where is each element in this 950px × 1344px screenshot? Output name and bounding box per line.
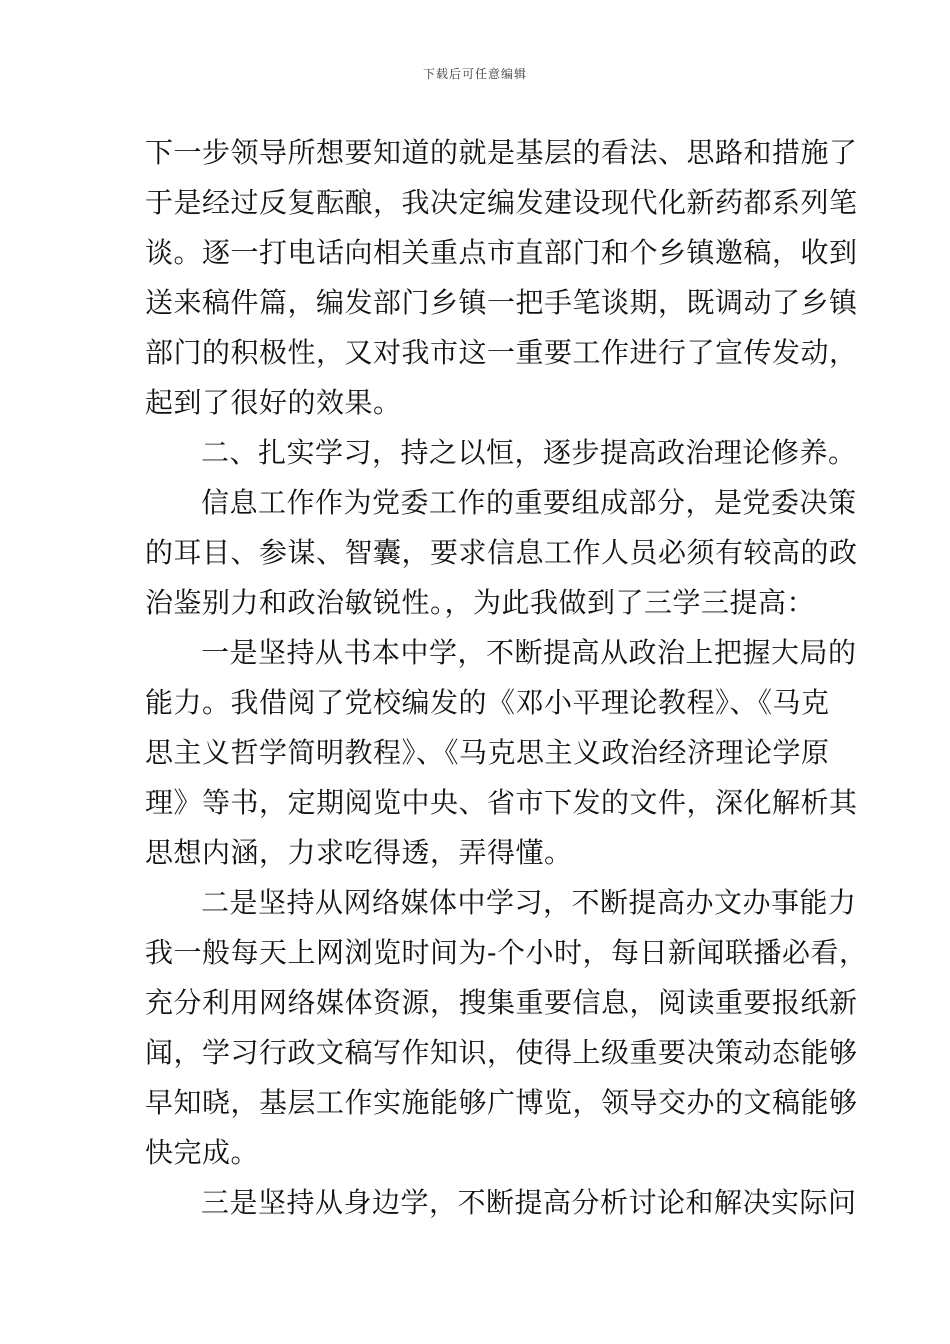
- text-line: 于是经过反复酝酿，我决定编发建设现代化新药都系列笔: [145, 186, 858, 219]
- text-line: 思想内涵，力求吃得透，弄得懂。: [145, 836, 573, 869]
- text-line: 治鉴别力和政治敏锐性。，为此我做到了三学三提高：: [145, 586, 816, 619]
- section-heading: 二、扎实学习，持之以恒，逐步提高政治理论修养。: [201, 436, 857, 469]
- text-line: 信息工作作为党委工作的重要组成部分，是党委决策: [201, 486, 857, 519]
- text-line: 下一步领导所想要知道的就是基层的看法、思路和措施了: [145, 136, 858, 169]
- text-line: 谈。逐一打电话向相关重点市直部门和个乡镇邀稿，收到: [145, 236, 858, 269]
- text-line: 三是坚持从身边学，不断提高分析讨论和解决实际问: [201, 1186, 857, 1219]
- text-line: 部门的积极性，又对我市这一重要工作进行了宣传发动，: [145, 336, 858, 369]
- text-line: 一是坚持从书本中学，不断提高从政治上把握大局的: [201, 636, 857, 669]
- text-line: 我一般每天上网浏览时间为-个小时，每日新闻联播必看，: [145, 936, 868, 969]
- document-body: [145, 128, 868, 1228]
- text-line: 的耳目、参谋、智囊，要求信息工作人员必须有较高的政: [145, 536, 858, 569]
- text-line: 闻，学习行政文稿写作知识，使得上级重要决策动态能够: [145, 1036, 858, 1069]
- text-line: 充分利用网络媒体资源，搜集重要信息，阅读重要报纸新: [145, 986, 858, 1019]
- text-line: 快完成。: [145, 1136, 260, 1169]
- text-line: 理》等书，定期阅览中央、省市下发的文件，深化解析其: [145, 786, 858, 819]
- text-line: 思主义哲学简明教程》、《马克思主义政治经济理论学原: [145, 736, 830, 769]
- text-line: 二是坚持从网络媒体中学习，不断提高办文办事能力: [201, 886, 857, 919]
- page-header-note: 下载后可任意编辑: [422, 67, 527, 81]
- text-line: 送来稿件篇，编发部门乡镇一把手笔谈期，既调动了乡镇: [145, 286, 858, 319]
- text-line: 起到了很好的效果。: [145, 386, 402, 419]
- text-line: 早知晓，基层工作实施能够广博览，领导交办的文稿能够: [145, 1086, 858, 1119]
- text-line: 能力。我借阅了党校编发的《邓小平理论教程》、《马克: [145, 686, 830, 719]
